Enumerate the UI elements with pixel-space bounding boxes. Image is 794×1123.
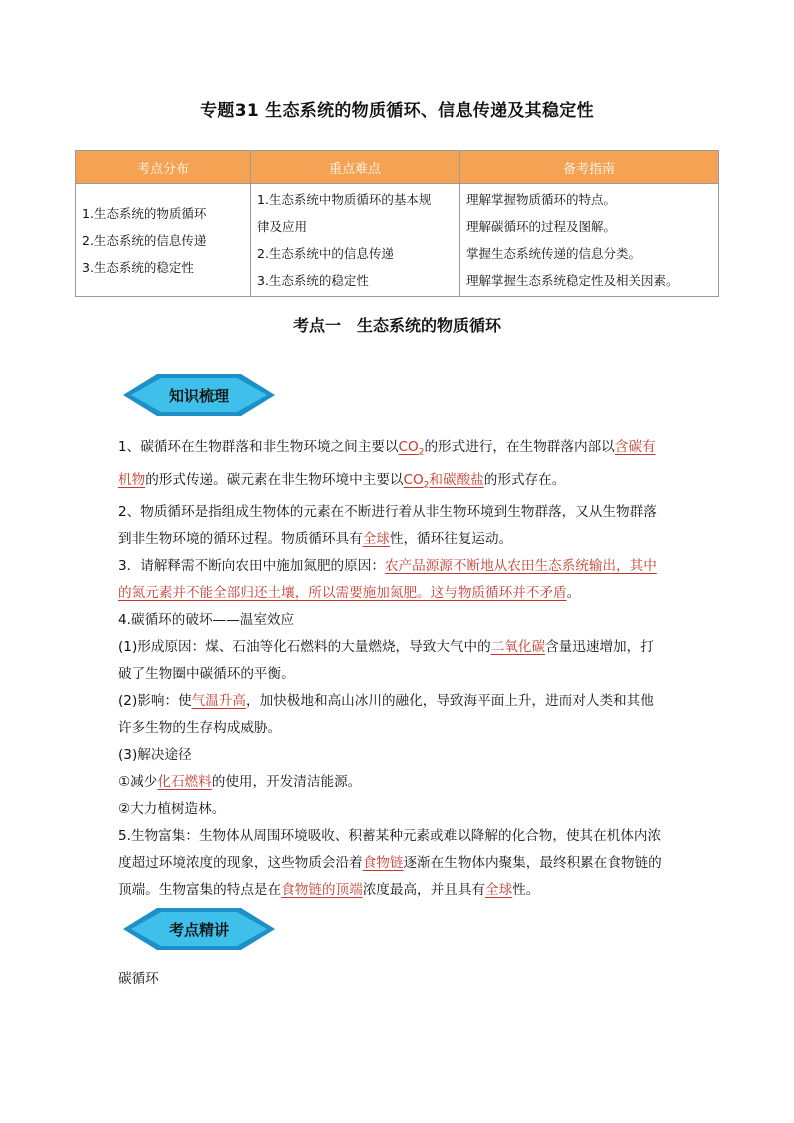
paragraph-9: ②大力植树造林。 xyxy=(118,801,226,818)
header-zhongdian: 重点难点 xyxy=(251,151,460,184)
paragraph-5: (1)形成原因：煤、石油等化石燃料的大量燃烧，导致大气中的二氧化碳含量迅速增加，打 破了生物圈中碳循环的平衡。 xyxy=(118,639,654,683)
table-header-row xyxy=(76,151,719,184)
paragraph-4: 4.碳循环的破坏——温室效应 xyxy=(118,612,295,629)
list-item: 2.生态系统的信息传递 xyxy=(82,232,207,248)
paragraph-6: (2)影响：使气温升高，加快极地和高山冰川的融化，导致海平面上升，进而对人类和其他 许多生物的生存构成威胁。 xyxy=(118,693,654,737)
paragraph-1: 1、碳循环在生物群落和非生物环境之间主要以$CO_2$的形式进行，在生物群落内部以含碳有 机物的形式传递。碳元素在非生物环境中主要以$CO_2$和碳酸盐的形式存在。 xyxy=(118,439,656,491)
list-item: 理解掌握生态系统稳定性及相关因素。 xyxy=(466,273,679,288)
paragraph-10: 5.生物富集：生物体从周围环境吸收、积蓄某种元素或难以降解的化合物，使其在机体内浓 度超过环境浓度的现象，这些物质会沿着食物链逐渐在生物体内聚集，最终积累在食物链的 顶端。生物富集的特点是在食物链的顶端浓度最高，并且具有全球性。 xyxy=(118,828,662,899)
list-item: 理解掌握物质循环的特点。 xyxy=(466,192,617,207)
paragraph-11: 碳循环 xyxy=(118,971,159,987)
list-item: 1.生态系统中物质循环的基本规 xyxy=(257,192,432,207)
banner-label: 知识梳理 xyxy=(168,386,229,405)
list-item: 2.生态系统中的信息传递 xyxy=(257,246,394,261)
overview-table xyxy=(75,150,719,297)
focus-banner xyxy=(121,906,277,952)
paragraph-7: (3)解决途径 xyxy=(118,747,192,764)
list-item: 3.生态系统的稳定性 xyxy=(82,259,194,275)
paragraph-3: 3．请解释需不断向农田中施加氮肥的原因：农产品源源不断地从农田生态系统输出，其中 的氮元素并不能全部归还土壤，所以需要施加氮肥。这与物质循环并不矛盾。 xyxy=(118,558,657,602)
col-beikao-cell xyxy=(460,184,719,297)
header-kaodian: 考点分布 xyxy=(76,151,251,184)
paragraph-2: 2、物质循环是指组成生物体的元素在不断进行着从非生物环境到生物群落，又从生物群落 到非生物环境的循环过程。物质循环具有全球性，循环往复运动。 xyxy=(118,504,657,548)
table-row xyxy=(76,184,719,297)
paragraph-8: ①减少化石燃料的使用，开发清洁能源。 xyxy=(118,774,362,791)
list-item: 理解碳循环的过程及图解。 xyxy=(466,219,617,234)
list-item: 掌握生态系统传递的信息分类。 xyxy=(466,246,642,261)
section-title: 考点一 生态系统的物质循环 xyxy=(292,316,501,335)
col-zhongdian-cell xyxy=(251,184,460,297)
focus-body xyxy=(118,966,680,993)
list-item: 1.生态系统的物质循环 xyxy=(82,205,207,221)
col-kaodian-cell xyxy=(76,184,251,297)
list-item: 3.生态系统的稳定性 xyxy=(257,273,369,288)
page-title: 专题31 生态系统的物质循环、信息传递及其稳定性 xyxy=(200,101,594,121)
list-item: 律及应用 xyxy=(257,219,308,234)
banner-label: 考点精讲 xyxy=(168,920,229,939)
knowledge-banner xyxy=(121,372,277,418)
knowledge-body xyxy=(118,434,680,904)
header-beikao: 备考指南 xyxy=(460,151,719,184)
